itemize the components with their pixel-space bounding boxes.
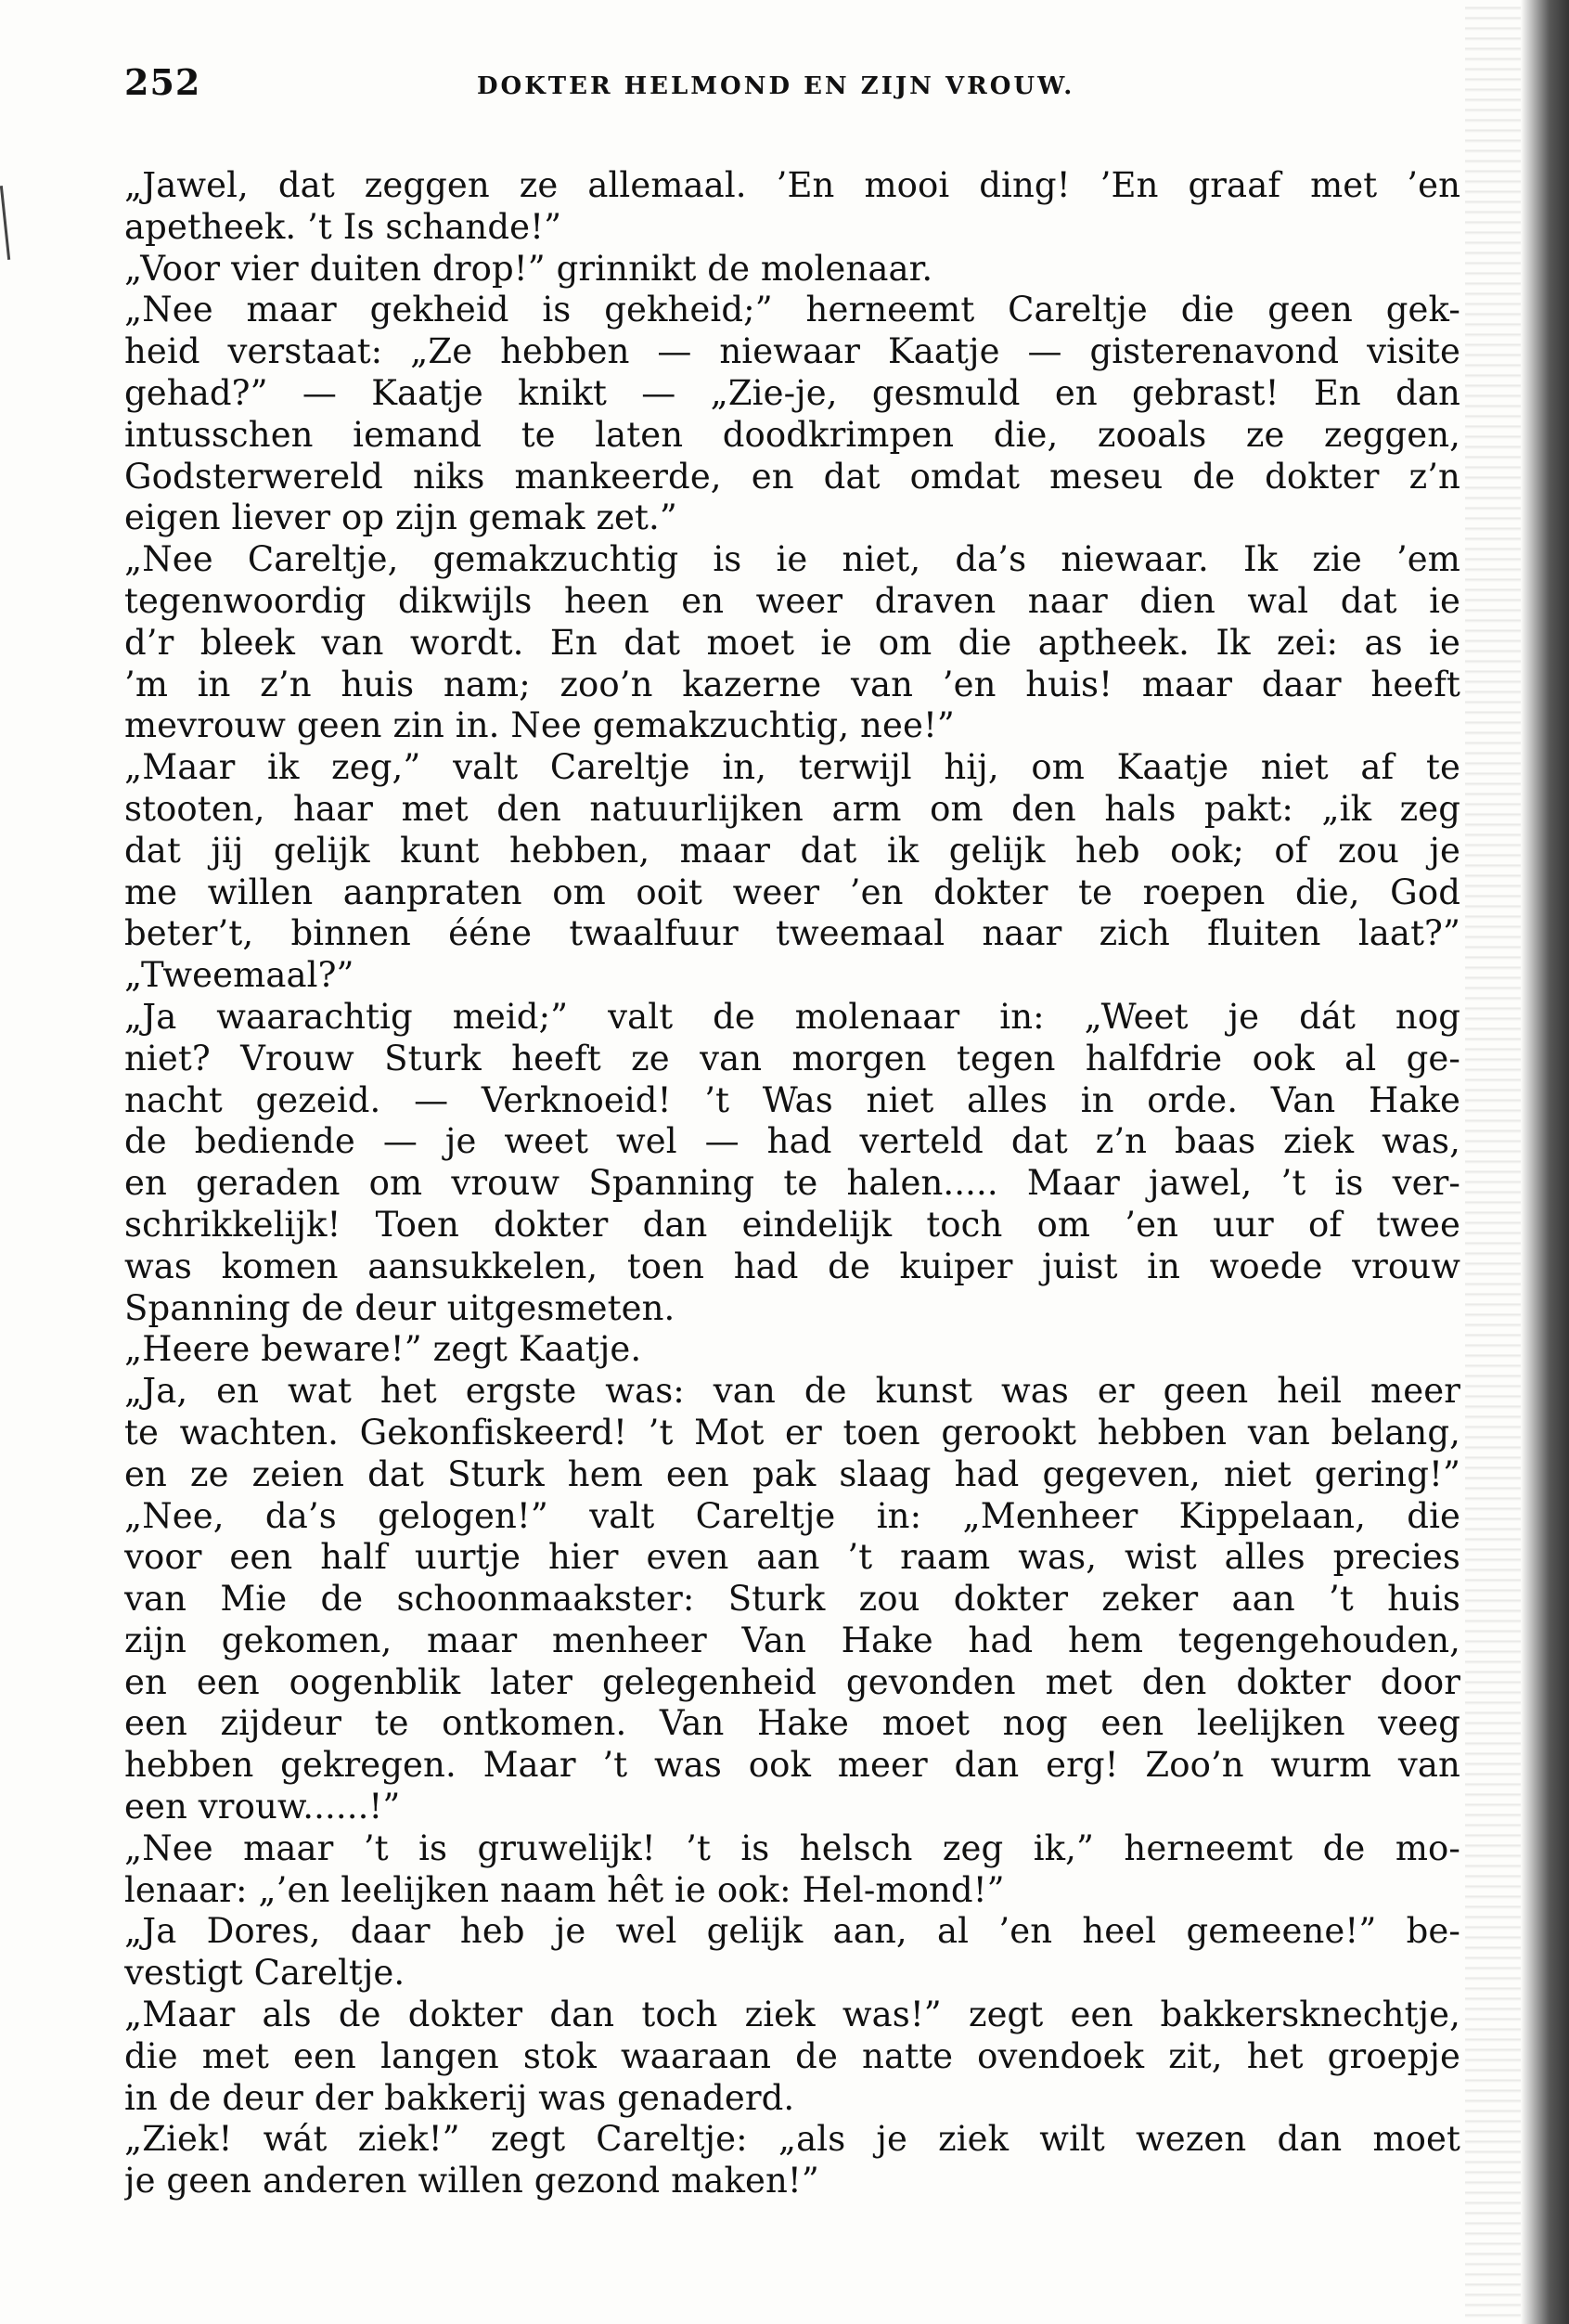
text-line: en een oogenblik later gelegenheid gevonden met den dokter door (124, 1661, 1460, 1702)
text-line: „Voor vier duiten drop!” grinnikt de molenaar. (124, 248, 933, 289)
text-line: schrikkelijk! Toen dokter dan eindelijk toch om ’en uur of twee (124, 1204, 1460, 1245)
text-line: „Heere beware!” zegt Kaatje. (124, 1329, 642, 1370)
text-line: lenaar: „’en leelijken naam hêt ie ook: Hel-mond!” (124, 1869, 1005, 1910)
text-line: was komen aansukkelen, toen had de kuiper juist in woede vrouw (124, 1246, 1460, 1286)
text-line: die met een langen stok waaraan de natte ovendoek zit, het groepje (124, 2035, 1460, 2076)
page-header (124, 61, 1460, 117)
text-line: ’m in z’n huis nam; zoo’n kazerne van ’en huis! maar daar heeft (124, 664, 1460, 704)
book-spine-edge (1521, 0, 1569, 2324)
running-title: DOKTER HELMOND EN ZIJN VROUW. (477, 72, 1075, 100)
text-line: „Jawel, dat zeggen ze allemaal. ’En mooi ding! ’En graaf met ’en (124, 165, 1460, 205)
text-line: te wachten. Gekonfiskeerd! ’t Mot er toen gerookt hebben van belang, (124, 1412, 1460, 1452)
text-line: „Maar als de dokter dan toch ziek was!” zegt een bakkersknechtje, (124, 1995, 1460, 2035)
text-line: niet? Vrouw Sturk heeft ze van morgen tegen halfdrie ook al ge- (124, 1038, 1460, 1078)
text-line: voor een half uurtje hier even aan ’t raam was, wist alles precies (124, 1537, 1460, 1578)
text-line: „Nee Careltje, gemakzuchtig is ie niet, da’s niewaar. Ik zie ’em (124, 539, 1460, 580)
text-line: en geraden om vrouw Spanning te halen..... Maar jawel, ’t is ver- (124, 1163, 1460, 1204)
text-line: nacht gezeid. — Verknoeid! ’t Was niet alles in orde. Van Hake (124, 1079, 1460, 1120)
text-line: apetheek. ’t Is schande!” (124, 206, 562, 247)
text-line: in de deur der bakkerij was genaderd. (124, 2077, 795, 2118)
text-line: mevrouw geen zin in. Nee gemakzuchtig, nee!” (124, 705, 955, 746)
text-line: beter’t, binnen ééne twaalfuur tweemaal naar zich fluiten laat?” (124, 913, 1460, 954)
text-line: „Ja waarachtig meid;” valt de molenaar in: „Weet je dát nog (124, 996, 1460, 1037)
text-line: „Nee maar ’t is gruwelijk! ’t is helsch zeg ik,” herneemt de mo- (124, 1827, 1460, 1868)
text-line: de bediende — je weet wel — had verteld dat z’n baas ziek was, (124, 1121, 1460, 1162)
text-line: „Ja Dores, daar heb je wel gelijk aan, al ’en heel gemeene!” be- (124, 1911, 1460, 1952)
text-line: tegenwoordig dikwijls heen en weer draven naar dien wal dat ie (124, 580, 1460, 621)
text-line: eigen liever op zijn gemak zet.” (124, 497, 677, 538)
text-line: vestigt Careltje. (124, 1953, 405, 1994)
text-line: een vrouw......!” (124, 1787, 401, 1827)
text-line: Spanning de deur uitgesmeten. (124, 1287, 675, 1328)
text-line: zijn gekomen, maar menheer Van Hake had hem tegengehouden, (124, 1620, 1460, 1660)
text-line: „Nee maar gekheid is gekheid;” herneemt Careltje die geen gek- (124, 290, 1460, 330)
text-line: van Mie de schoonmaakster: Sturk zou dokter zeker aan ’t huis (124, 1579, 1460, 1620)
text-line: je geen anderen willen gezond maken!” (124, 2161, 819, 2201)
text-line: dat jij gelijk kunt hebben, maar dat ik gelijk heb ook; of zou je (124, 830, 1460, 871)
margin-mark (0, 186, 10, 260)
text-line: d’r bleek van wordt. En dat moet ie om die aptheek. Ik zei: as ie (124, 622, 1460, 663)
text-line: stooten, haar met den natuurlijken arm om den hals pakt: „ik zeg (124, 788, 1460, 829)
text-line: „Ja, en wat het ergste was: van de kunst was er geen heil meer (124, 1371, 1460, 1412)
text-line: hebben gekregen. Maar ’t was ook meer dan erg! Zoo’n wurm van (124, 1745, 1460, 1786)
text-line: een zijdeur te ontkomen. Van Hake moet nog een leelijken veeg (124, 1703, 1460, 1744)
scan-shadow (1465, 0, 1521, 2324)
text-line: „Maar ik zeg,” valt Careltje in, terwijl hij, om Kaatje niet af te (124, 747, 1460, 788)
text-line: „Ziek! wát ziek!” zegt Careltje: „als je ziek wilt wezen dan moet (124, 2119, 1460, 2160)
page-number: 252 (124, 61, 201, 103)
text-line: „Nee, da’s gelogen!” valt Careltje in: „Menheer Kippelaan, die (124, 1495, 1460, 1536)
text-line: „Tweemaal?” (124, 955, 354, 996)
text-line: me willen aanpraten om ooit weer ’en dokter te roepen die, God (124, 872, 1460, 912)
text-line: Godsterwereld niks mankeerde, en dat omdat meseu de dokter z’n (124, 456, 1460, 497)
text-line: heid verstaat: „Ze hebben — niewaar Kaatje — gisterenavond visite (124, 331, 1460, 372)
body-text (124, 165, 1460, 2202)
text-line: gehad?” — Kaatje knikt — „Zie-je, gesmuld en gebrast! En dan (124, 372, 1460, 413)
text-line: intusschen iemand te laten doodkrimpen die, zooals ze zeggen, (124, 414, 1460, 455)
text-line: en ze zeien dat Sturk hem een pak slaag had gegeven, niet gering!” (124, 1453, 1460, 1494)
